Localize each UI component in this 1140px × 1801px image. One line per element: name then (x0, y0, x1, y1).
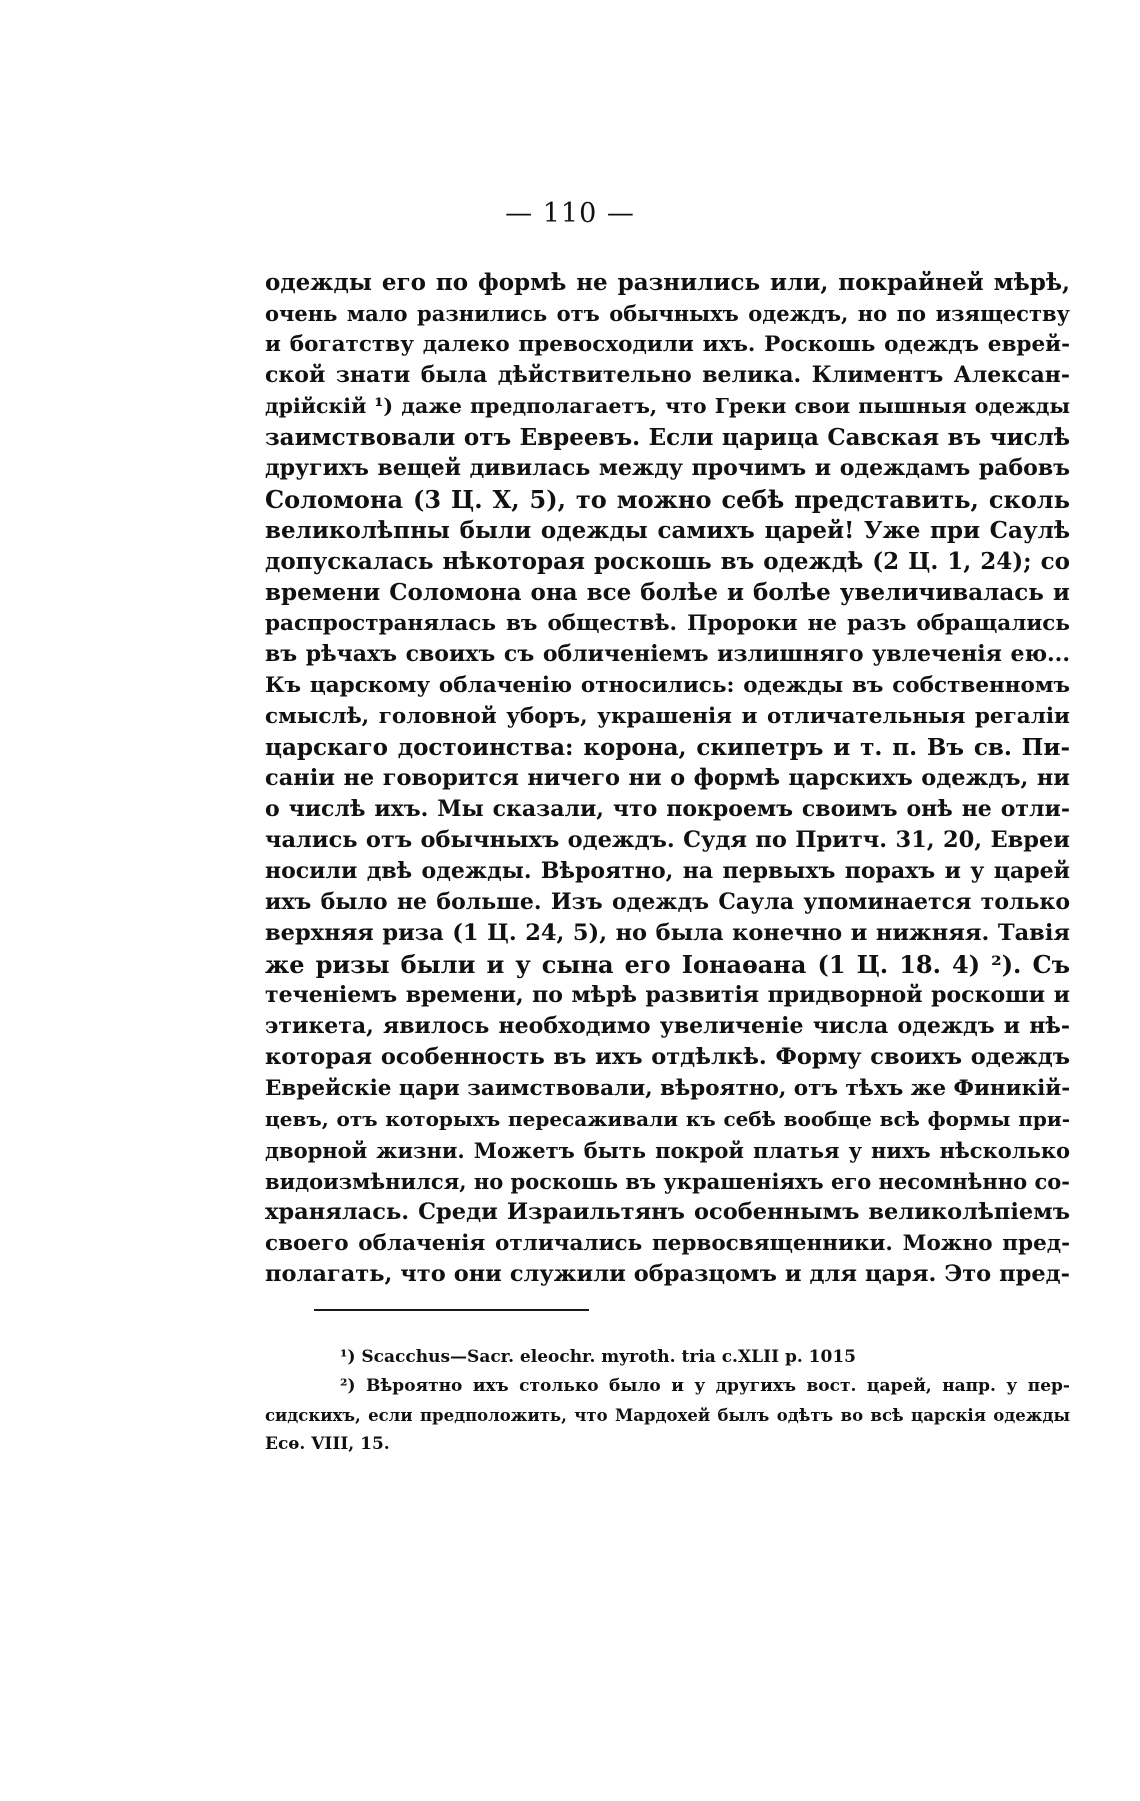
text-line: очень мало разнились отъ обычныхъ одеждъ, но по изяществу (265, 301, 1070, 326)
text-line: цевъ, отъ которыхъ пересаживали къ себѣ вообще всѣ формы при- (265, 1107, 1070, 1131)
text-line: и богатству далеко превосходили ихъ. Роскошь одеждъ еврей- (265, 332, 1070, 357)
text-line: Еврейскіе цари заимствовали, вѣроятно, отъ тѣхъ же Финикій- (265, 1076, 1071, 1101)
text-line: великолѣпны были одежды самихъ царей! Уже при Саулѣ (265, 517, 1070, 544)
text-line: видоизмѣнился, но роскошь въ украшеніяхъ его несомнѣнно со- (265, 1169, 1070, 1194)
text-line: полагать, что они служили образцомъ и для царя. Это пред- (265, 1261, 1070, 1287)
body-text (265, 267, 1070, 1290)
text-line: допускалась нѣкоторая роскошь въ одеждѣ (2 Ц. 1, 24); со (265, 548, 1070, 575)
text-line: верхняя риза (1 Ц. 24, 5), но была конечно и нижняя. Тавія (265, 920, 1070, 946)
text-line: одежды его по формѣ не разнились или, покрайней мѣрѣ, (265, 269, 1070, 296)
text-line: въ рѣчахъ своихъ съ обличеніемъ излишняго увлеченія ею... (265, 641, 1070, 667)
text-line: этикета, явилось необходимо увеличеніе числа одеждъ и нѣ- (265, 1013, 1070, 1039)
text-line: теченіемъ времени, по мѣрѣ развитія придворной роскоши и (265, 982, 1070, 1008)
text-line: Соломона (3 Ц. X, 5), то можно себѣ представить, сколь (265, 485, 1070, 514)
footnote-2-line-3: Есѳ. VIII, 15. (265, 1434, 390, 1454)
footnotes (265, 1343, 1070, 1459)
text-line: Къ царскому облаченію относились: одежды въ собственномъ (265, 673, 1070, 698)
text-line: своего облаченія отличались первосвященники. Можно пред- (265, 1231, 1070, 1256)
text-line: дрійскій ¹) даже предполагаетъ, что Греки свои пышныя одежды (265, 394, 1070, 418)
text-line: дворной жизни. Можетъ быть покрой платья у нихъ нѣсколько (265, 1138, 1070, 1163)
text-line: ихъ было не больше. Изъ одеждъ Саула упоминается только (265, 889, 1070, 915)
text-line: чались отъ обычныхъ одеждъ. Судя по Притч. 31, 20, Евреи (265, 827, 1070, 853)
footnote-2-line-1: ²) Вѣроятно ихъ столько было и у другихъ вост. царей, напр. у пер- (340, 1376, 1070, 1396)
text-line: другихъ вещей дивилась между прочимъ и одеждамъ рабовъ (265, 455, 1070, 481)
text-line: хранялась. Среди Израильтянъ особеннымъ великолѣпіемъ (265, 1199, 1070, 1225)
text-line: царскаго достоинства: корона, скипетръ и т. п. Въ св. Пи- (265, 734, 1070, 761)
text-line: о числѣ ихъ. Мы сказали, что покроемъ своимъ онѣ не отли- (265, 796, 1070, 822)
text-line: смыслѣ, головной уборъ, украшенія и отличательныя регаліи (265, 704, 1070, 729)
footnote-1: ¹) Scacchus—Sacr. eleochr. myroth. tria c.XLII p. 1015 (340, 1347, 856, 1367)
text-line: времени Соломона она все болѣе и болѣе увеличивалась и (265, 579, 1070, 606)
footnote-2-line-2: сидскихъ, если предположить, что Мардохей былъ одѣтъ во всѣ царскія одежды (265, 1406, 1070, 1425)
text-line: ской знати была дѣйствительно велика. Климентъ Алексан- (265, 362, 1070, 388)
footnote-separator (314, 1309, 589, 1311)
text-line: же ризы были и у сына его Іонаѳана (1 Ц. 18. 4) ²). Съ (265, 950, 1070, 979)
text-line: которая особенность въ ихъ отдѣлкѣ. Форму своихъ одеждъ (265, 1044, 1070, 1070)
text-line: распространялась въ обществѣ. Пророки не разъ обращались (265, 611, 1070, 636)
text-line: носили двѣ одежды. Вѣроятно, на первыхъ порахъ и у царей (265, 858, 1070, 884)
text-line: заимствовали отъ Евреевъ. Если царица Савская въ числѣ (265, 424, 1070, 451)
text-line: саніи не говорится ничего ни о формѣ царскихъ одеждъ, ни (265, 765, 1070, 791)
page-number: — 110 — (505, 198, 635, 229)
